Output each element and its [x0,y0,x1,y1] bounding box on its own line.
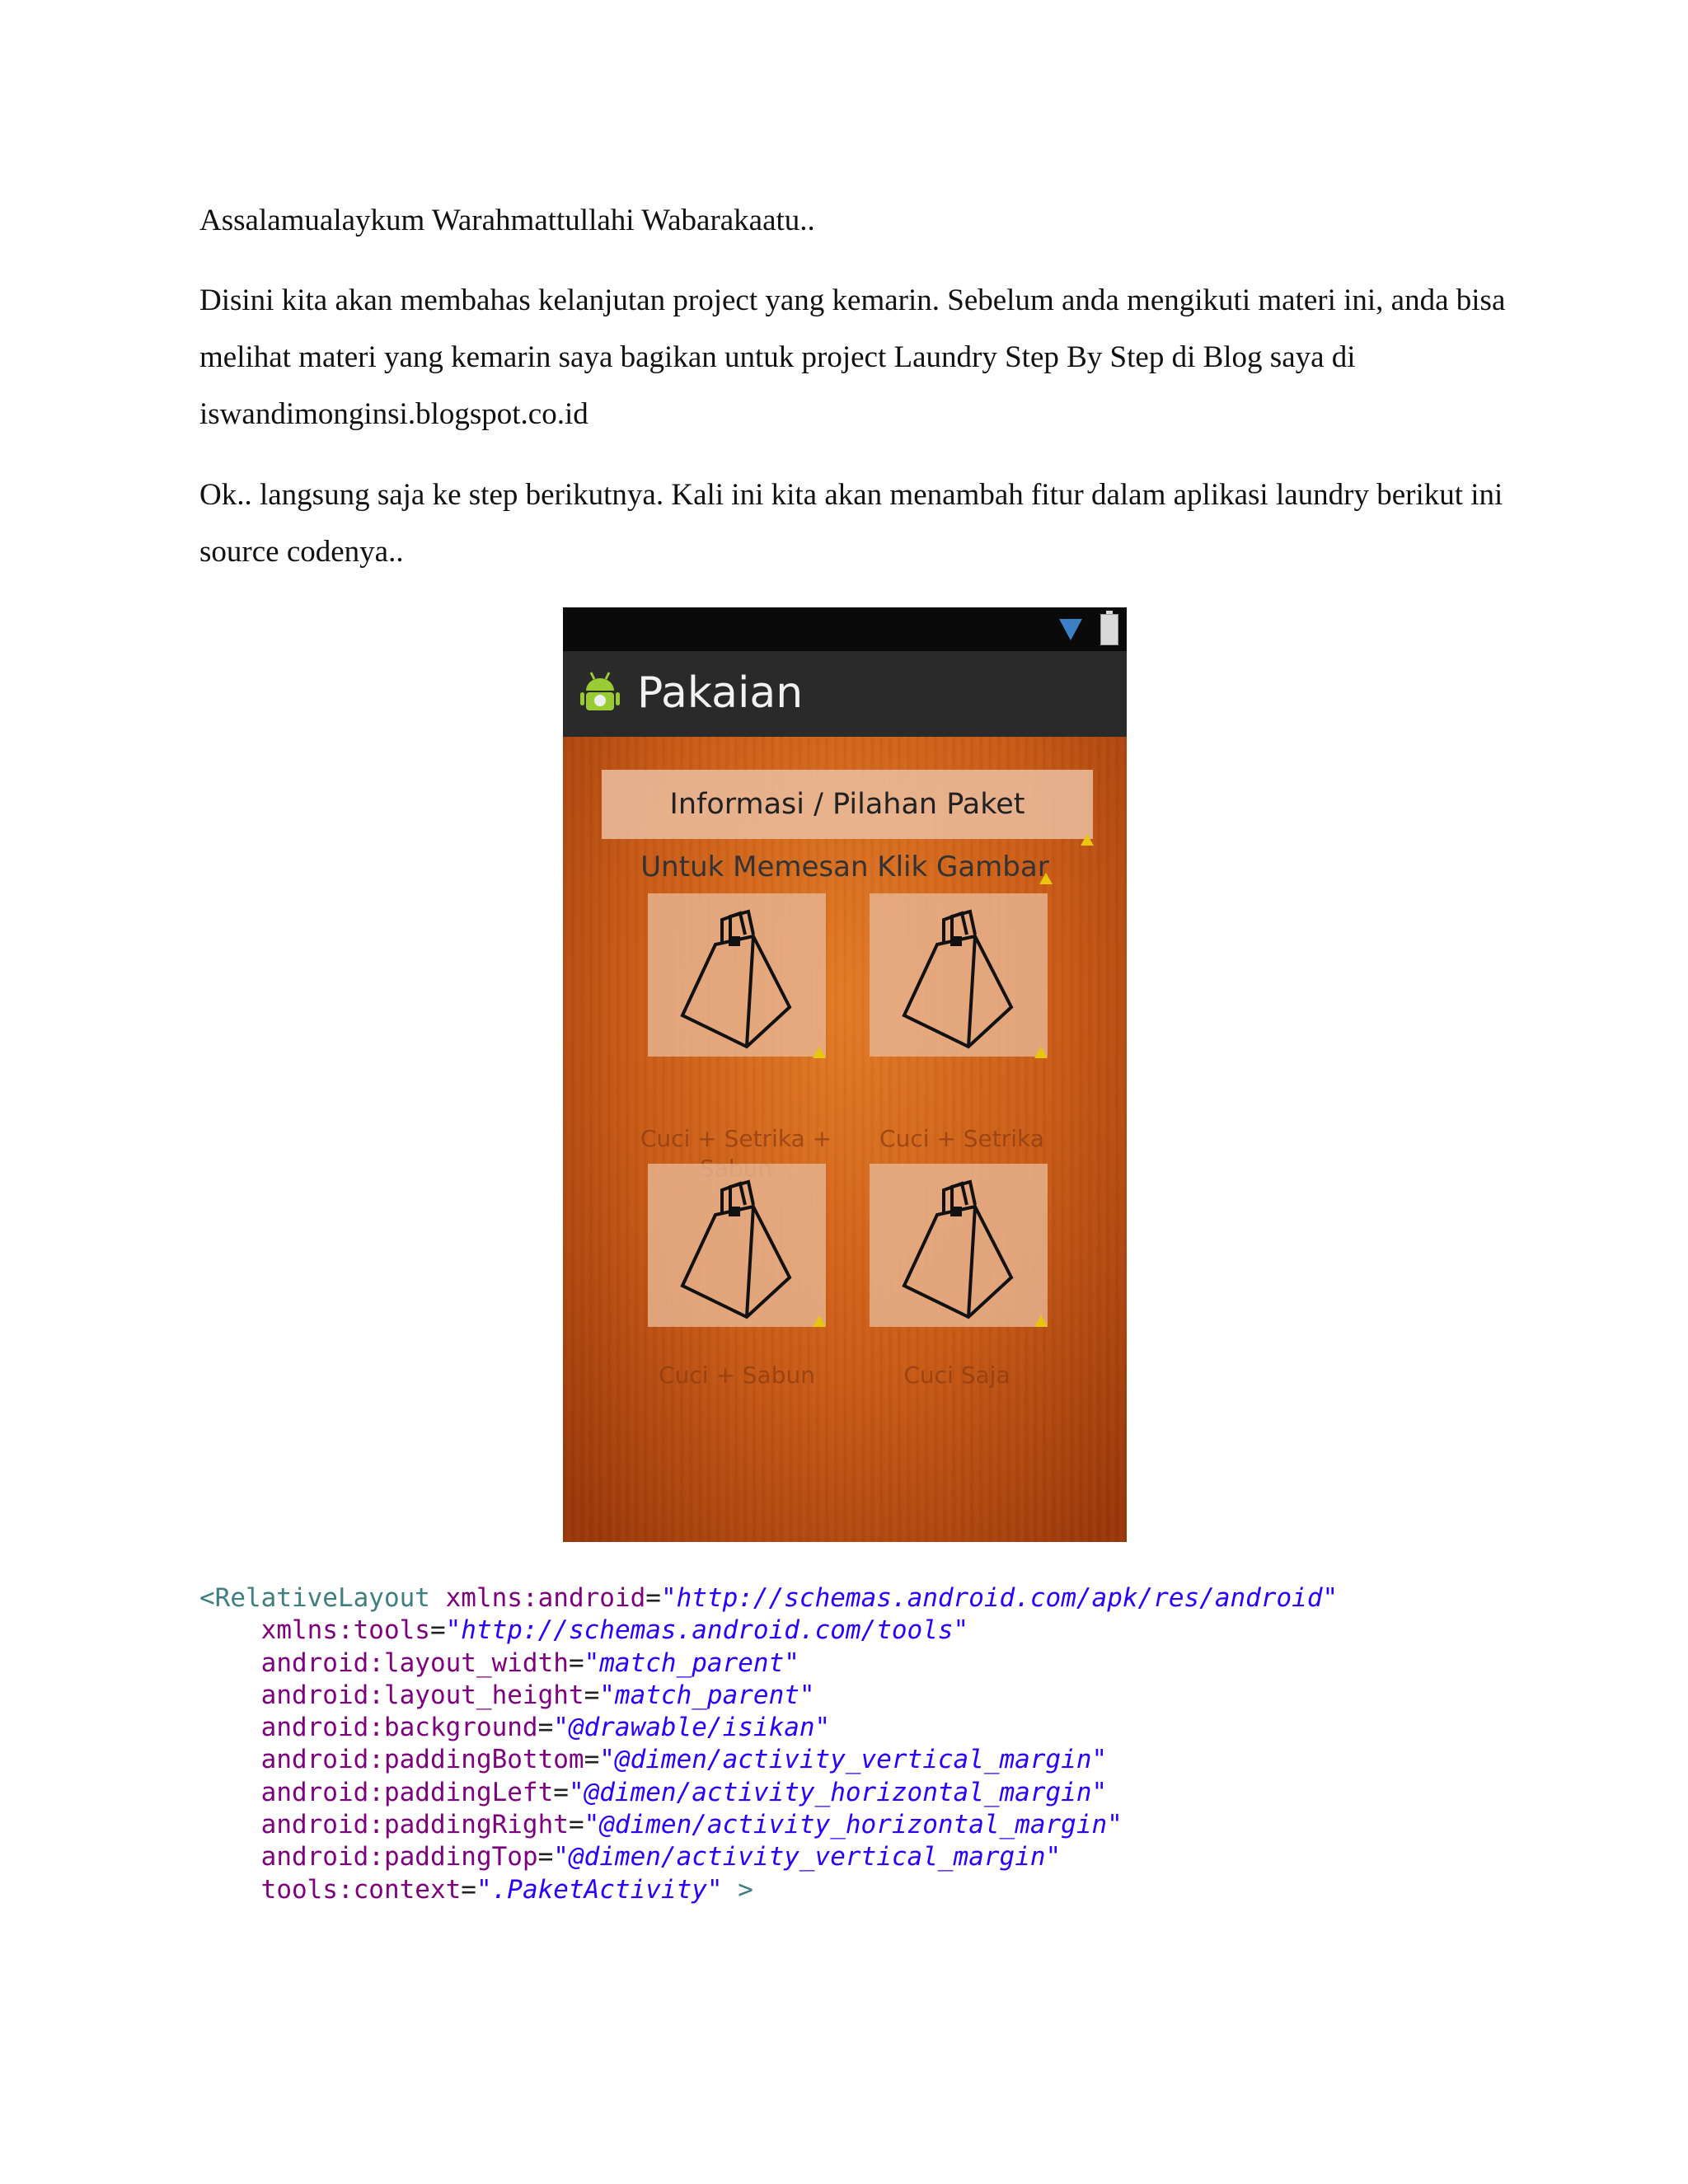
instruction-text: Untuk Memesan Klik Gambar [640,851,1049,883]
code-attribute: android:layout_height [260,1680,584,1710]
battery-icon [1100,614,1118,645]
status-bar [563,607,1127,651]
code-attribute: android:paddingLeft [260,1777,554,1807]
code-value: "@drawable/isikan" [553,1713,831,1743]
code-attribute: android:paddingRight [260,1810,569,1840]
code-attribute: xmlns:tools [260,1615,430,1646]
code-value: "match_parent" [599,1680,815,1710]
warning-icon [813,1315,826,1327]
code-attribute: android:paddingBottom [260,1745,584,1775]
info-packages-button[interactable]: Informasi / Pilahan Paket [602,770,1093,839]
code-value: "@dimen/activity_horizontal_margin" [584,1810,1123,1840]
warning-icon [1034,1047,1048,1058]
app-title: Pakaian [637,668,804,718]
code-value: "http://schemas.android.com/apk/res/android" [660,1583,1339,1613]
package-button-cuci-saja[interactable] [870,1164,1048,1327]
code-value: "@dimen/activity_horizontal_margin" [568,1777,1108,1807]
code-value: "@dimen/activity_vertical_margin" [599,1745,1108,1775]
warning-icon [1034,1315,1048,1327]
code-attribute: xmlns:android [445,1583,646,1613]
code-value: "http://schemas.android.com/tools" [445,1615,969,1646]
shopping-bag-icon [870,893,1048,1057]
code-attribute: android:background [260,1713,538,1743]
code-attribute: android:layout_width [260,1647,569,1678]
package-label: Cuci + Setrika [879,1125,1044,1152]
code-value: "match_parent" [584,1647,799,1678]
shopping-bag-icon [648,1164,826,1327]
code-attribute: tools:context [260,1874,462,1905]
action-bar [563,651,1127,737]
wifi-icon [1059,619,1082,640]
greeting-paragraph: Assalamualaykum Warahmattullahi Wabarakaatu.. [199,204,815,237]
next-step-paragraph: Ok.. langsung saja ke step berikutnya. Kali ini kita akan menambah fitur dalam aplikasi laundry berikut ini source codenya.. [199,478,1503,569]
package-label: Cuci + Setrika + [640,1125,832,1152]
warning-icon [1039,873,1053,884]
warning-icon [813,1047,826,1058]
package-label: Cuci Saja [903,1361,1010,1389]
code-attribute: android:paddingTop [260,1842,538,1872]
package-button-cuci-sabun[interactable] [648,1164,826,1327]
code-tag-close: > [722,1874,753,1905]
code-tag: <RelativeLayout [199,1583,430,1613]
shopping-bag-icon [648,893,826,1057]
package-button-cuci-setrika-sabun[interactable] [648,893,826,1057]
android-app-icon [579,669,621,715]
package-label: Cuci + Sabun [659,1361,815,1389]
package-button-cuci-setrika[interactable] [870,893,1048,1057]
intro-paragraph: Disini kita akan membahas kelanjutan project yang kemarin. Sebelum anda mengikuti materi ini, anda bisa melihat materi yang kemarin saya bagikan untuk project Laundry Step By Step di Blog saya di iswandimonginsi.blogspot.co.id [199,284,1506,431]
code-value: ".PaketActivity" [476,1874,723,1905]
shopping-bag-icon [870,1164,1048,1327]
code-value: "@dimen/activity_vertical_margin" [553,1842,1062,1872]
phone-screenshot [563,607,1127,1542]
code-block: <RelativeLayout xmlns:android="http://schemas.android.com/apk/res/android" xmlns:tools="http://schemas.android.com/tools" android:layout_width="match_parent" android:layout_height="match_parent" android:background="@drawable/isikan" android:paddingBottom="@dimen/activity_vertical_margin" android:paddingLeft="@dimen/activity_horizontal_margin" android:paddingRight="@dimen/activity_horizontal_margin" android:paddingTop="@dimen/activity_vertical_margin" tools:context=".PaketActivity" > [199,1583,1339,1905]
warning-icon [1081,834,1094,846]
